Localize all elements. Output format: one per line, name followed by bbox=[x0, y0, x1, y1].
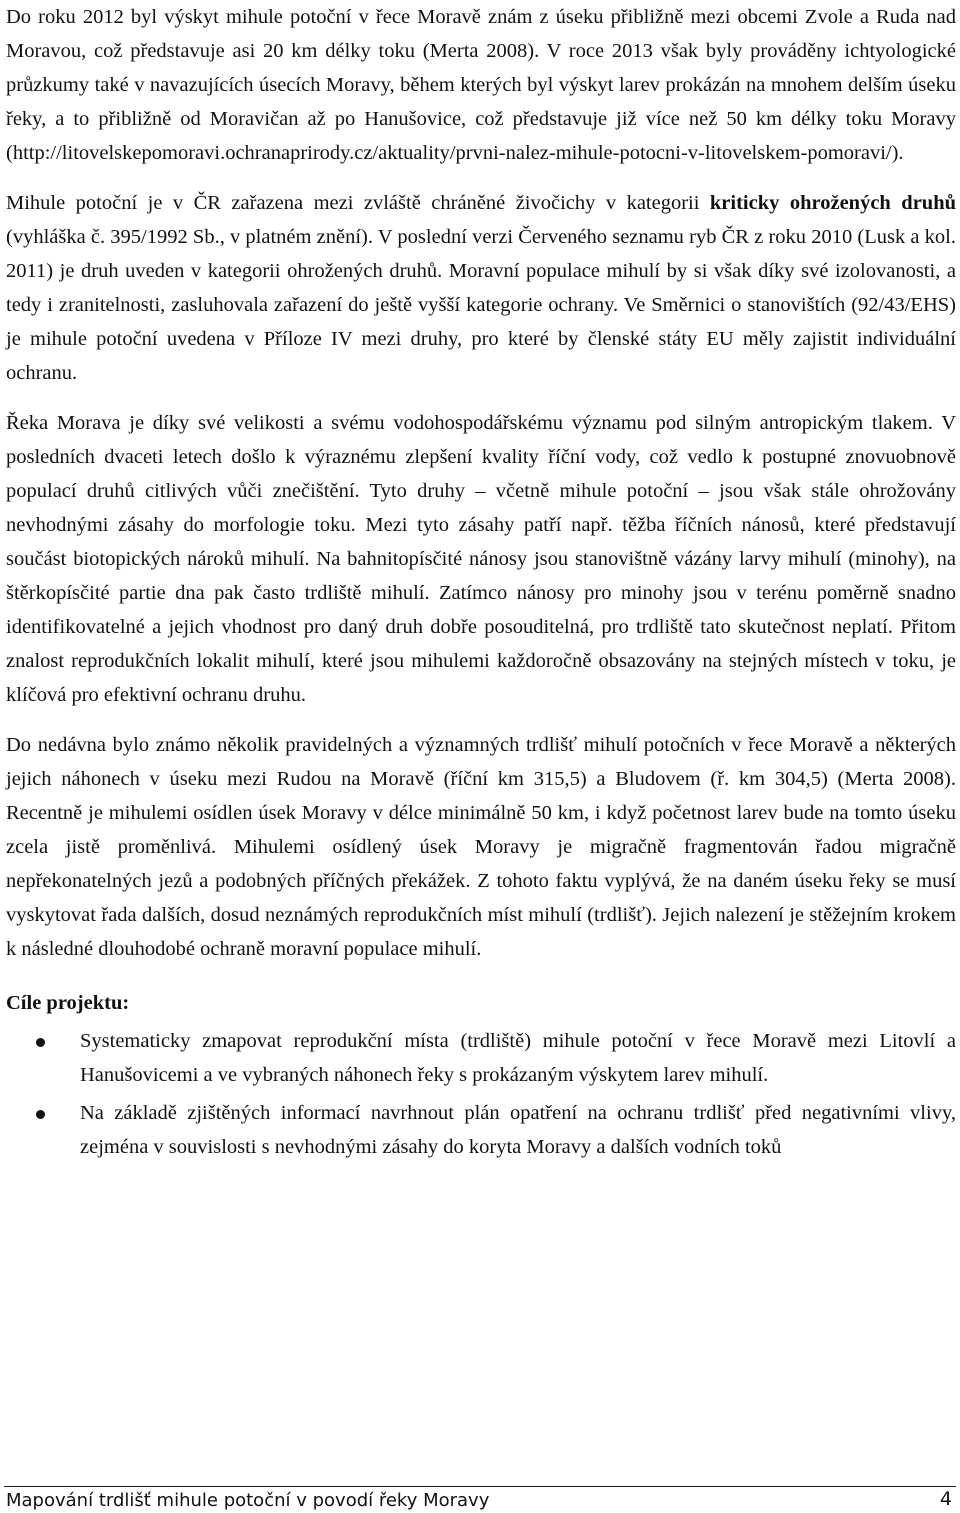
bullet-icon bbox=[36, 1038, 45, 1047]
paragraph-spawning-sites: Do nedávna bylo známo několik pravidelných a významných trdlišť mihulí potočních v řece Moravě a některých jejich náhonech v úseku mezi Rudou na Moravě (říční km 315,5) a Bludovem (ř. km 304,5) (Merta 2008). Recentně je mihulemi osídlen úsek Moravy v délce minimálně 50 km, i když početnost larev bude na tomto úseku zcela jistě proměnlivá. Mihulemi osídlený úsek Moravy je migračně fragmentován řadou migračně nepřekonatelných jezů a podobných příčných překážek. Z tohoto faktu vyplývá, že na daném úseku řeky se musí vyskytovat řada dalších, dosud neznámých reprodukčních míst mihulí (trdlišť). Jejich nalezení je stěžejním krokem k následné dlouhodobé ochraně moravní populace mihulí. bbox=[6, 734, 956, 960]
paragraph-protection-status bbox=[6, 186, 956, 390]
page-footer bbox=[6, 1488, 956, 1513]
goal-item bbox=[6, 1024, 956, 1092]
protection-text-end: (vyhláška č. 395/1992 Sb., v platném znění). V poslední verzi Červeného seznamu ryb ČR z roku 2010 (Lusk a kol. 2011) je druh uveden v kategorii ohrožených druhů. Moravní populace mihulí by si však díky své izolovanosti, a tedy i zranitelnosti, zasluhovala zařazení do ještě vyšší kategorie ochrany. Ve Směrnici o stanovištích (92/43/EHS) je mihule potoční uvedena v Příloze IV mezi druhy, pro které by členské státy EU měly zajistit individuální ochranu. bbox=[6, 226, 956, 384]
footer-divider bbox=[4, 1486, 956, 1487]
paragraph-distribution: Do roku 2012 byl výskyt mihule potoční v řece Moravě znám z úseku přibližně mezi obcemi Zvole a Ruda nad Moravou, což představuje asi 20 km délky toku (Merta 2008). V roce 2013 však byly prováděny ichtyologické průzkumy také v navazujících úsecích Moravy, během kterých byl výskyt larev prokázán na mnohem delším úseku řeky, a to přibližně od Moravičan až po Hanušovice, což představuje již více než 50 km délky toku Moravy (http://litovelskepomoravi.ochranaprirody.cz/aktuality/prvni-nalez-mihule-potocni-v-litovelskem-pomoravi/). bbox=[6, 6, 956, 164]
goal-item bbox=[6, 1096, 956, 1164]
protection-text-start: Mihule potoční je v ČR zařazena mezi zvláště chráněné živočichy v kategorii bbox=[6, 192, 710, 214]
page-number: 4 bbox=[939, 1488, 952, 1510]
footer-title: Mapování trdlišť mihule potoční v povodí řeky Moravy bbox=[6, 1490, 490, 1511]
goal-item-text: Systematicky zmapovat reprodukční místa (trdliště) mihule potoční v řece Moravě mezi Litovlí a Hanušovicemi a ve vybraných náhonech řeky s prokázaným výskytem larev mihulí. bbox=[80, 1030, 956, 1086]
document-body bbox=[6, 0, 956, 1164]
goal-item-text: Na základě zjištěných informací navrhnout plán opatření na ochranu trdlišť před negativními vlivy, zejména v souvislosti s nevhodnými zásahy do koryta Moravy a dalších vodních toků bbox=[80, 1102, 956, 1158]
protection-category-bold: kriticky ohrožených druhů bbox=[709, 192, 956, 214]
goals-heading: Cíle projektu: bbox=[6, 992, 130, 1014]
paragraph-anthropogenic-pressure: Řeka Morava je díky své velikosti a svému vodohospodářskému významu pod silným antropickým tlakem. V posledních dvaceti letech došlo k výraznému zlepšení kvality říční vody, což vedlo k postupné znovuobnově populací druhů citlivých vůči znečištění. Tyto druhy – včetně mihule potoční – jsou však stále ohrožovány nevhodnými zásahy do morfologie toku. Mezi tyto zásahy patří např. těžba říčních nánosů, které představují součást biotopických nároků mihulí. Na bahnitopísčité nánosy jsou stanovištně vázány larvy mihulí (minohy), na štěrkopísčité partie dna pak často trdliště mihulí. Zatímco nánosy pro minohy jsou v terénu poměrně snadno identifikovatelné a jejich vhodnost pro daný druh dobře posouditelná, pro trdliště tato skutečnost neplatí. Přitom znalost reprodukčních lokalit mihulí, které jsou mihulemi každoročně obsazovány na stejných místech v toku, je klíčová pro efektivní ochranu druhu. bbox=[6, 412, 956, 706]
goals-list bbox=[6, 1024, 956, 1164]
bullet-icon bbox=[36, 1110, 45, 1119]
